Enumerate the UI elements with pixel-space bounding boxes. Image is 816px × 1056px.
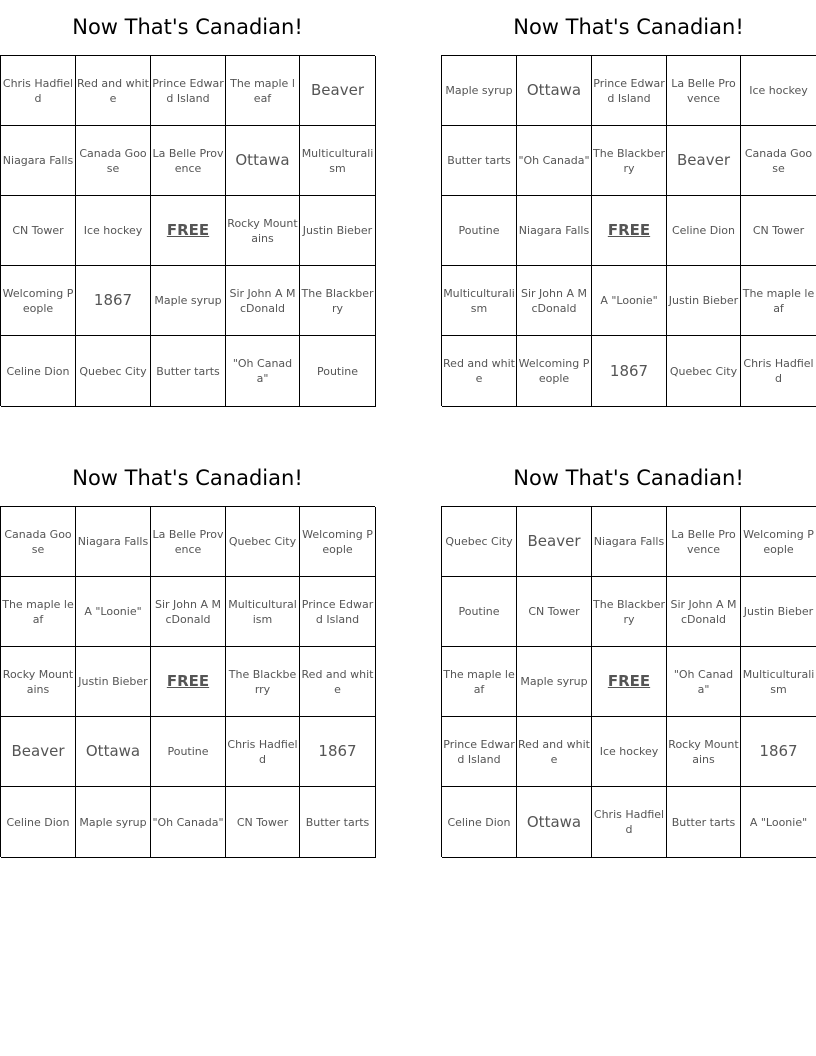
bingo-cell: Justin Bieber: [300, 196, 376, 266]
bingo-cell: Red and white: [76, 56, 151, 126]
bingo-cell: The Blackberry: [226, 647, 300, 717]
bingo-cell: Ottawa: [226, 126, 300, 196]
bingo-cell: CN Tower: [1, 196, 76, 266]
bingo-cell: The maple leaf: [1, 577, 76, 647]
bingo-cell: Poutine: [442, 577, 517, 647]
bingo-cell: A "Loonie": [592, 266, 667, 336]
free-space: FREE: [151, 647, 226, 717]
bingo-cell: La Belle Provence: [151, 126, 226, 196]
bingo-cell: Quebec City: [76, 336, 151, 407]
bingo-cell: Prince Edward Island: [592, 56, 667, 126]
bingo-cell: "Oh Canada": [226, 336, 300, 407]
bingo-cell: Prince Edward Island: [300, 577, 376, 647]
bingo-grid: [0, 506, 375, 857]
bingo-cell: Prince Edward Island: [151, 56, 226, 126]
bingo-cell: Niagara Falls: [592, 507, 667, 577]
bingo-cell: Poutine: [442, 196, 517, 266]
bingo-cell: Celine Dion: [667, 196, 741, 266]
bingo-cell: Red and white: [300, 647, 376, 717]
bingo-cell: Red and white: [517, 717, 592, 787]
bingo-cell: Sir John A McDonald: [667, 577, 741, 647]
bingo-cell: Ice hockey: [592, 717, 667, 787]
bingo-cell: The maple leaf: [226, 56, 300, 126]
bingo-cell: Chris Hadfield: [741, 336, 816, 407]
bingo-cell: Prince Edward Island: [442, 717, 517, 787]
bingo-cell: Rocky Mountains: [226, 196, 300, 266]
bingo-cell: Niagara Falls: [76, 507, 151, 577]
bingo-cell: The Blackberry: [300, 266, 376, 336]
bingo-cell: Maple syrup: [151, 266, 226, 336]
bingo-cell: "Oh Canada": [517, 126, 592, 196]
bingo-cell: Ottawa: [76, 717, 151, 787]
bingo-cell: CN Tower: [741, 196, 816, 266]
bingo-cell: 1867: [300, 717, 376, 787]
bingo-cell: Multiculturalism: [741, 647, 816, 717]
bingo-grid: [441, 55, 816, 406]
bingo-cell: Butter tarts: [667, 787, 741, 858]
bingo-cell: Maple syrup: [517, 647, 592, 717]
free-space: FREE: [151, 196, 226, 266]
bingo-cell: The maple leaf: [442, 647, 517, 717]
bingo-cell: Poutine: [300, 336, 376, 407]
bingo-cell: Beaver: [1, 717, 76, 787]
bingo-cell: Poutine: [151, 717, 226, 787]
bingo-grid: [0, 55, 375, 406]
bingo-cell: Butter tarts: [300, 787, 376, 858]
bingo-cell: Welcoming People: [741, 507, 816, 577]
bingo-cell: Maple syrup: [442, 56, 517, 126]
bingo-cell: Justin Bieber: [741, 577, 816, 647]
bingo-cell: Celine Dion: [1, 787, 76, 858]
bingo-cell: Sir John A McDonald: [226, 266, 300, 336]
bingo-cell: Multiculturalism: [300, 126, 376, 196]
bingo-cell: Butter tarts: [442, 126, 517, 196]
bingo-cell: Niagara Falls: [517, 196, 592, 266]
bingo-cell: Butter tarts: [151, 336, 226, 407]
bingo-cell: Canada Goose: [1, 507, 76, 577]
bingo-cell: Sir John A McDonald: [151, 577, 226, 647]
bingo-cell: Canada Goose: [76, 126, 151, 196]
bingo-cell: Welcoming People: [1, 266, 76, 336]
bingo-cell: Quebec City: [226, 507, 300, 577]
bingo-cell: Sir John A McDonald: [517, 266, 592, 336]
bingo-cell: "Oh Canada": [667, 647, 741, 717]
bingo-cell: Ice hockey: [76, 196, 151, 266]
bingo-cell: 1867: [76, 266, 151, 336]
bingo-cell: Beaver: [667, 126, 741, 196]
bingo-cell: Quebec City: [442, 507, 517, 577]
card-title: Now That's Canadian!: [513, 15, 744, 39]
bingo-cell: Justin Bieber: [76, 647, 151, 717]
bingo-cell: CN Tower: [517, 577, 592, 647]
bingo-cell: La Belle Provence: [667, 507, 741, 577]
bingo-grid: [441, 506, 816, 857]
bingo-cell: Chris Hadfield: [592, 787, 667, 858]
bingo-cell: Niagara Falls: [1, 126, 76, 196]
bingo-cell: 1867: [592, 336, 667, 407]
bingo-cell: Ice hockey: [741, 56, 816, 126]
bingo-cell: Justin Bieber: [667, 266, 741, 336]
bingo-cell: Rocky Mountains: [1, 647, 76, 717]
free-space: FREE: [592, 196, 667, 266]
bingo-cell: The maple leaf: [741, 266, 816, 336]
bingo-cell: Chris Hadfield: [1, 56, 76, 126]
bingo-cell: Chris Hadfield: [226, 717, 300, 787]
bingo-cell: Beaver: [300, 56, 376, 126]
bingo-cell: Canada Goose: [741, 126, 816, 196]
bingo-cell: Celine Dion: [1, 336, 76, 407]
bingo-cell: La Belle Provence: [667, 56, 741, 126]
bingo-cell: CN Tower: [226, 787, 300, 858]
card-title: Now That's Canadian!: [72, 15, 303, 39]
bingo-cell: Multiculturalism: [226, 577, 300, 647]
bingo-cell: Red and white: [442, 336, 517, 407]
bingo-cell: La Belle Provence: [151, 507, 226, 577]
bingo-cell: Maple syrup: [76, 787, 151, 858]
bingo-cell: Celine Dion: [442, 787, 517, 858]
bingo-cell: 1867: [741, 717, 816, 787]
bingo-cell: Ottawa: [517, 56, 592, 126]
bingo-cell: A "Loonie": [741, 787, 816, 858]
bingo-cell: "Oh Canada": [151, 787, 226, 858]
bingo-cell: Quebec City: [667, 336, 741, 407]
free-space: FREE: [592, 647, 667, 717]
bingo-cell: Multiculturalism: [442, 266, 517, 336]
card-title: Now That's Canadian!: [513, 466, 744, 490]
bingo-cell: The Blackberry: [592, 126, 667, 196]
bingo-cell: The Blackberry: [592, 577, 667, 647]
bingo-cell: Ottawa: [517, 787, 592, 858]
bingo-cell: Welcoming People: [517, 336, 592, 407]
bingo-cell: Rocky Mountains: [667, 717, 741, 787]
bingo-cell: A "Loonie": [76, 577, 151, 647]
bingo-cell: Beaver: [517, 507, 592, 577]
card-title: Now That's Canadian!: [72, 466, 303, 490]
bingo-cell: Welcoming People: [300, 507, 376, 577]
